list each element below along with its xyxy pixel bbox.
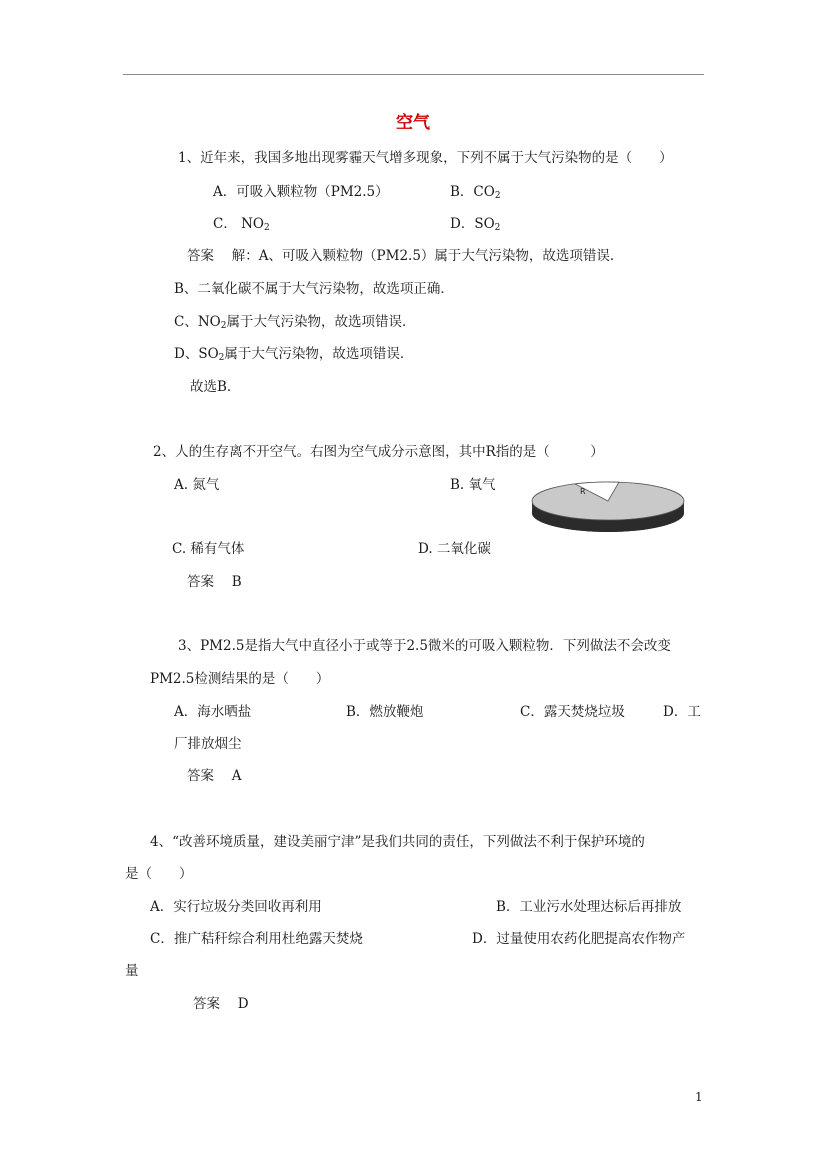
q2-answer: 答案 B xyxy=(187,574,242,590)
q3-answer: 答案 A xyxy=(187,768,242,784)
q4-option-c: C．推广秸秆综合利用杜绝露天焚烧 xyxy=(150,931,363,947)
q1-option-c: C． $NO_2$ xyxy=(213,216,270,233)
q3-option-d-continued: 厂排放烟尘 xyxy=(174,736,242,752)
q1-explanation-c: C、$NO_2$属于大气污染物，故选项错误． xyxy=(174,314,416,331)
q2-stem: 2、人的生存离不开空气。右图为空气成分示意图，其中R指的是（ ） xyxy=(153,444,604,460)
q3-option-c: C．露天焚烧垃圾 xyxy=(520,704,625,720)
q4-stem-line1: 4、“改善环境质量，建设美丽宁津”是我们共同的责任，下列做法不利于保护环境的 xyxy=(150,834,645,850)
pie-label-r: R xyxy=(580,487,586,496)
q2-option-d: D. 二氧化碳 xyxy=(418,541,491,557)
q2-option-a: A. 氮气 xyxy=(174,477,220,493)
q3-option-d: D．工 xyxy=(663,704,701,720)
page-number: 1 xyxy=(695,1090,703,1104)
header-rule xyxy=(123,74,704,75)
q1-answer: 答案 解：A、可吸入颗粒物（PM2.5）属于大气污染物，故选项错误． xyxy=(187,248,624,264)
q1-conclusion: 故选B． xyxy=(190,379,241,395)
q4-option-b: B．工业污水处理达标后再排放 xyxy=(496,899,682,915)
q3-stem-line2: PM2.5检测结果的是（ ） xyxy=(150,671,330,687)
q1-explanation-b: B、二氧化碳不属于大气污染物，故选项正确． xyxy=(174,281,454,297)
page-title: 空气 xyxy=(396,113,430,133)
q4-option-d-continued: 量 xyxy=(125,963,139,979)
q1-stem: 1、近年来，我国多地出现雾霾天气增多现象，下列不属于大气污染物的是（ ） xyxy=(178,150,673,166)
q3-option-b: B．燃放鞭炮 xyxy=(346,704,424,720)
q1-option-b: B．$CO_2$ xyxy=(450,184,501,201)
q3-stem-line1: 3、PM2.5是指大气中直径小于或等于2.5微米的可吸入颗粒物．下列做法不会改变 xyxy=(178,638,671,654)
q3-option-a: A．海水晒盐 xyxy=(174,704,252,720)
q4-option-a: A．实行垃圾分类回收再利用 xyxy=(150,899,322,915)
q4-answer: 答案 D xyxy=(193,996,249,1012)
q2-option-c: C. 稀有气体 xyxy=(172,541,245,557)
q1-option-a: A．可吸入颗粒物（PM2.5） xyxy=(213,184,389,200)
q4-stem-line2: 是（ ） xyxy=(125,866,193,882)
q1-explanation-d: D、$SO_2$属于大气污染物，故选项错误． xyxy=(174,346,414,363)
q1-option-d: D．$SO_2$ xyxy=(450,216,501,233)
air-composition-pie-chart xyxy=(530,479,686,535)
q2-option-b: B. 氧气 xyxy=(450,477,496,493)
q4-option-d: D．过量使用农药化肥提高农作物产 xyxy=(472,931,686,947)
